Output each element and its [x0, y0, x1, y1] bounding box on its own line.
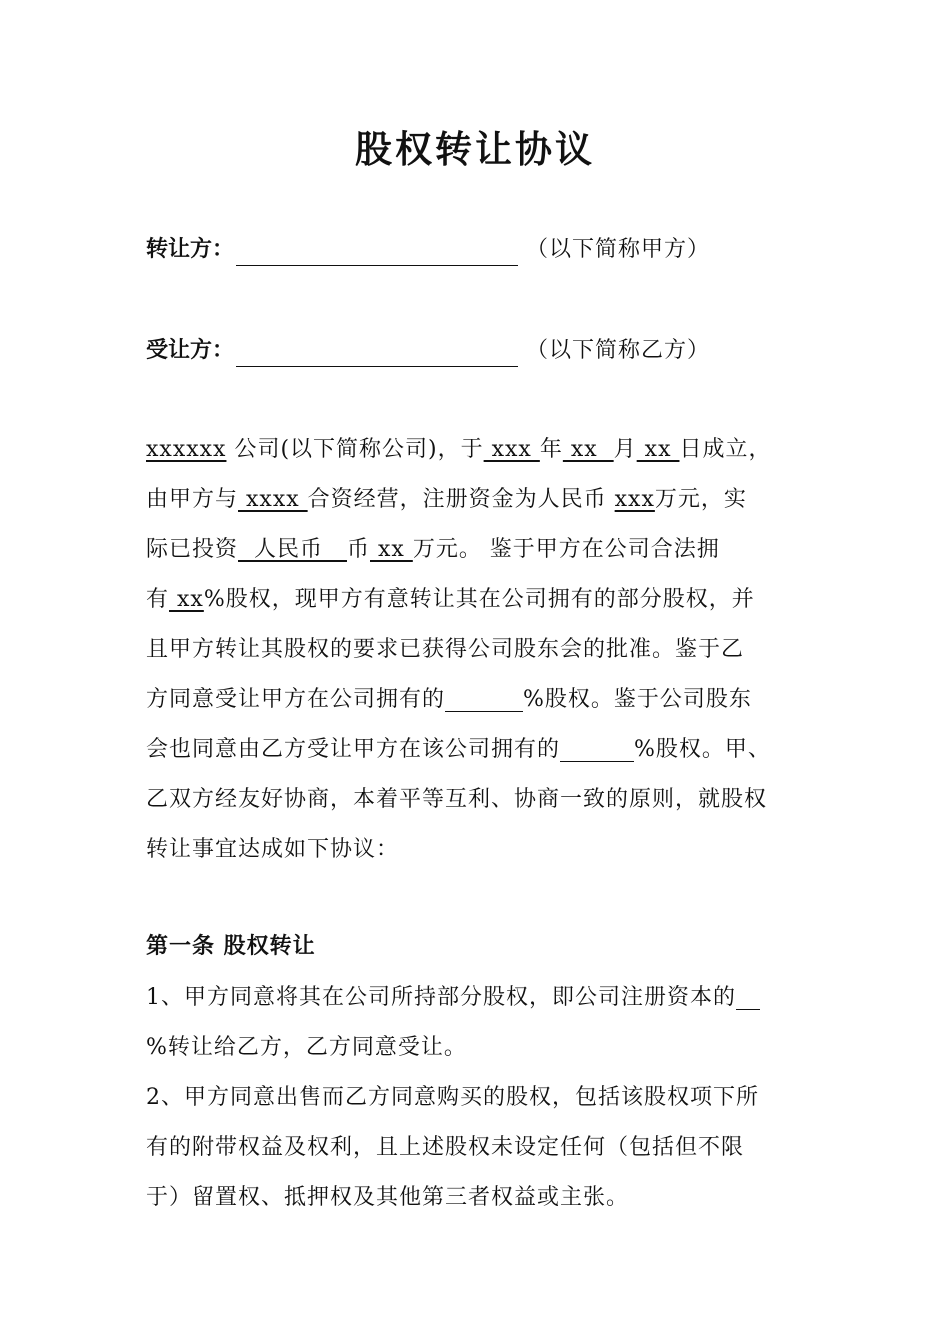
registered-capital-field: xxx: [614, 487, 655, 512]
transfer-percentage-blank: [560, 733, 634, 762]
currency-field: 人民币: [238, 537, 347, 562]
transferor-blank: [236, 235, 518, 266]
transferee-blank: [236, 336, 518, 367]
preamble-text: 合资经营，注册资金为人民币: [307, 487, 615, 512]
preamble-text: 日成立，: [679, 437, 772, 462]
clause-2-line: 2、甲方同意出售而乙方同意购买的股权，包括该股权项下所: [146, 1085, 759, 1110]
preamble-line: 转让事宜达成如下协议：: [146, 837, 400, 862]
transferee-line: [146, 330, 710, 371]
preamble-line: [146, 475, 816, 525]
clause-1-line: [146, 973, 816, 1023]
preamble-line: [146, 575, 816, 625]
transferor-note: （以下简称甲方）: [526, 237, 711, 262]
transferee-note: （以下简称乙方）: [526, 338, 711, 363]
preamble-text: %股权，现甲方有意转让其在公司拥有的部分股权，并: [203, 587, 755, 612]
preamble-text: 方同意受让甲方在公司拥有的: [146, 687, 446, 712]
preamble-line: [146, 425, 816, 475]
article-1-heading: 第一条 股权转让: [146, 933, 316, 959]
preamble-line: [146, 675, 816, 725]
preamble-text: 月: [613, 437, 637, 462]
preamble-text: %股权。甲、: [634, 737, 771, 762]
preamble-text: 际已投资: [146, 537, 239, 562]
transferor-label: 转让方：: [146, 236, 235, 262]
clause-text: 1、甲方同意将其在公司所持部分股权，即公司注册资本的: [146, 985, 736, 1010]
preamble-text: 有: [146, 587, 170, 612]
company-name-field: xxxxxx: [146, 437, 227, 462]
invested-amount-field: xx: [370, 537, 413, 562]
preamble-text: 币: [346, 537, 370, 562]
preamble-line: [146, 525, 816, 575]
clause-1-line: %转让给乙方，乙方同意受让。: [146, 1035, 467, 1060]
preamble-paragraph: [146, 425, 816, 875]
day-field: xx: [636, 437, 680, 462]
preamble-text: 公司(以下简称公司)，于: [226, 437, 484, 462]
partner-field: xxxx: [238, 487, 308, 512]
document-title: 股权转让协议: [355, 127, 595, 171]
month-field: xx: [562, 437, 614, 462]
article-1-body: [146, 973, 816, 1223]
preamble-line: 且甲方转让其股权的要求已获得公司股东会的批准。鉴于乙: [146, 637, 745, 662]
preamble-text: 万元，实: [654, 487, 747, 512]
owned-percentage-field: xx: [169, 587, 204, 612]
transferor-line: [146, 229, 710, 270]
share-percentage-blank: [736, 981, 760, 1010]
clause-2-line: 有的附带权益及权利，且上述股权未设定任何（包括但不限: [146, 1135, 745, 1160]
clause-2-line: 于）留置权、抵押权及其他第三者权益或主张。: [146, 1185, 630, 1210]
preamble-text: 会也同意由乙方受让甲方在该公司拥有的: [146, 737, 561, 762]
preamble-text: 由甲方与: [146, 487, 239, 512]
preamble-text: 万元。 鉴于甲方在公司合法拥: [412, 537, 720, 562]
preamble-text: %股权。鉴于公司股东: [523, 687, 752, 712]
preamble-line: [146, 725, 816, 775]
preamble-line: 乙双方经友好协商，本着平等互利、协商一致的原则，就股权: [146, 787, 768, 812]
transfer-percentage-blank: [445, 683, 523, 712]
preamble-text: 年: [539, 437, 563, 462]
transferee-label: 受让方：: [146, 337, 235, 363]
year-field: xxx: [483, 437, 540, 462]
